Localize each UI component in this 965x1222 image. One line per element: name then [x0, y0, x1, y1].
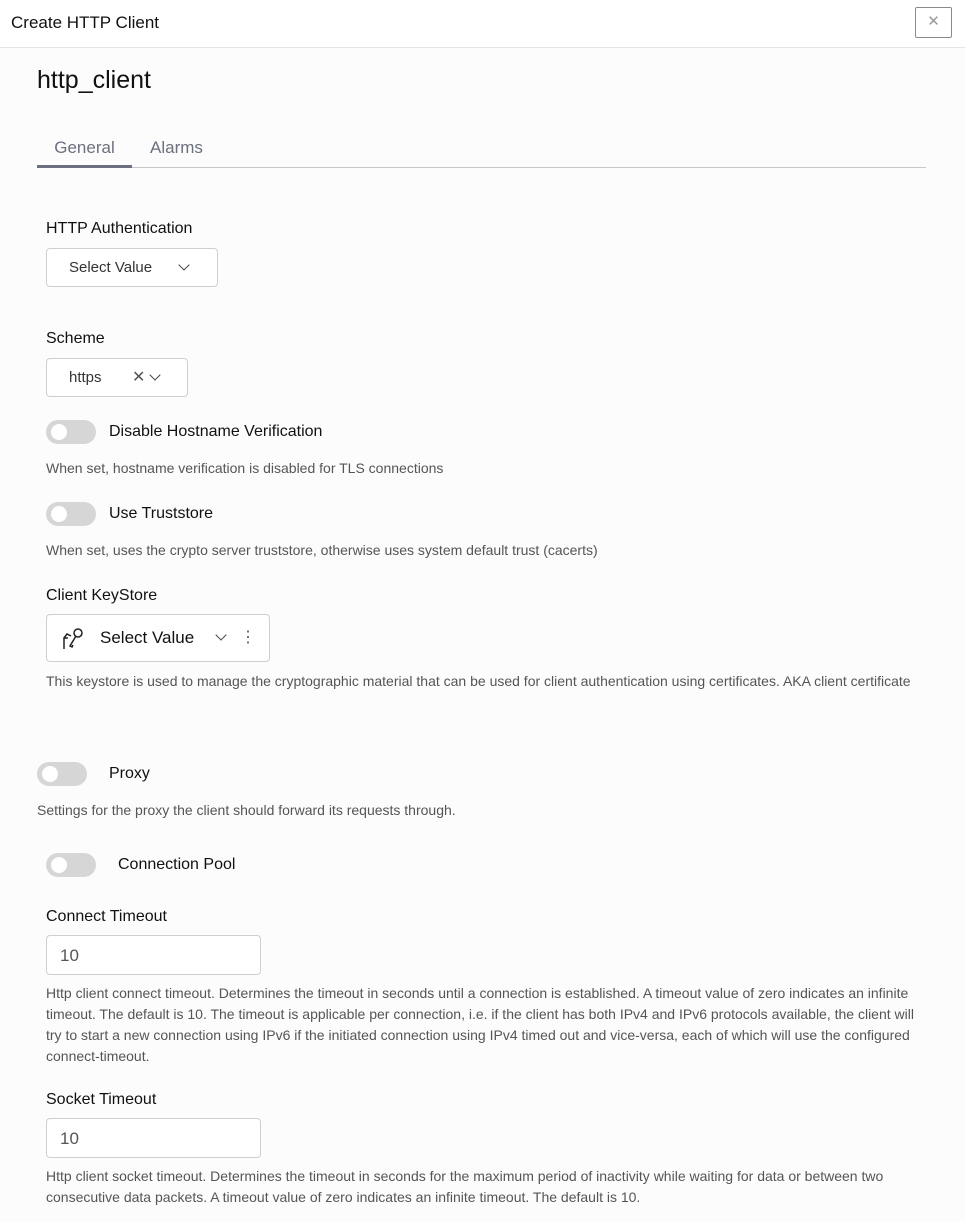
close-button[interactable]	[915, 7, 952, 38]
close-icon: ✕	[927, 13, 940, 30]
connect-timeout-desc: Http client connect timeout. Determines the timeout in seconds until a connection is established. A timeout value of zero indicates an infinite timeout. The default is 10. The timeout is applicable per connection, i.e. if the client has both IPv4 and IPv6 protocols available, the client will try to start a new connection using IPv6 if the initiated connection using IPv4 timed out and vice-versa, each of which will use the configured connect-timeout.	[46, 985, 914, 1064]
chevron-down-icon	[215, 629, 226, 640]
connection-pool-label: Connection Pool	[118, 856, 236, 873]
client-keystore-desc: This keystore is used to manage the cryptographic material that can be used for client authentication using certificates. AKA client certificate	[46, 673, 911, 689]
disable-hostname-toggle[interactable]	[46, 420, 96, 444]
disable-hostname-desc: When set, hostname verification is disabled for TLS connections	[46, 460, 444, 476]
disable-hostname-label: Disable Hostname Verification	[109, 423, 323, 440]
client-keystore-label: Client KeyStore	[46, 587, 158, 604]
socket-timeout-input[interactable]: 10	[46, 1118, 261, 1158]
tab-alarms[interactable]: Alarms	[150, 138, 203, 157]
scheme-select[interactable]	[46, 358, 188, 397]
use-truststore-toggle[interactable]	[46, 502, 96, 526]
client-keystore-value: Select Value	[100, 628, 195, 647]
http-auth-label: HTTP Authentication	[46, 220, 193, 237]
chevron-down-icon	[178, 259, 189, 270]
http-auth-value: Select Value	[69, 259, 153, 276]
clear-icon[interactable]: ✕	[132, 369, 146, 386]
dialog-header	[0, 0, 965, 48]
socket-timeout-desc: Http client socket timeout. Determines the timeout in seconds for the maximum period of inactivity while waiting for data or between two consecutive data packets. A timeout value of zero indicates an infinite timeout. The default is 10.	[46, 1168, 884, 1205]
proxy-label: Proxy	[109, 765, 150, 782]
connect-timeout-input[interactable]: 10	[46, 935, 261, 975]
socket-timeout-label: Socket Timeout	[46, 1091, 157, 1108]
connection-pool-toggle[interactable]	[46, 853, 96, 877]
http-auth-select[interactable]	[46, 248, 218, 287]
proxy-toggle[interactable]	[37, 762, 87, 786]
page-title: http_client	[37, 66, 151, 94]
key-certificate-icon	[61, 625, 87, 655]
client-keystore-select[interactable]	[46, 614, 270, 662]
use-truststore-label: Use Truststore	[109, 505, 214, 522]
connect-timeout-label: Connect Timeout	[46, 908, 167, 925]
scheme-label: Scheme	[46, 330, 105, 347]
scheme-value: https	[69, 369, 102, 386]
tab-bar	[37, 132, 926, 168]
tab-general[interactable]: General	[37, 138, 132, 168]
dialog-title: Create HTTP Client	[11, 13, 160, 32]
chevron-down-icon	[149, 369, 160, 380]
use-truststore-desc: When set, uses the crypto server truststore, otherwise uses system default trust (cacerts)	[46, 542, 598, 558]
more-vertical-icon[interactable]: ⋮	[240, 629, 256, 646]
proxy-desc: Settings for the proxy the client should forward its requests through.	[37, 802, 456, 818]
